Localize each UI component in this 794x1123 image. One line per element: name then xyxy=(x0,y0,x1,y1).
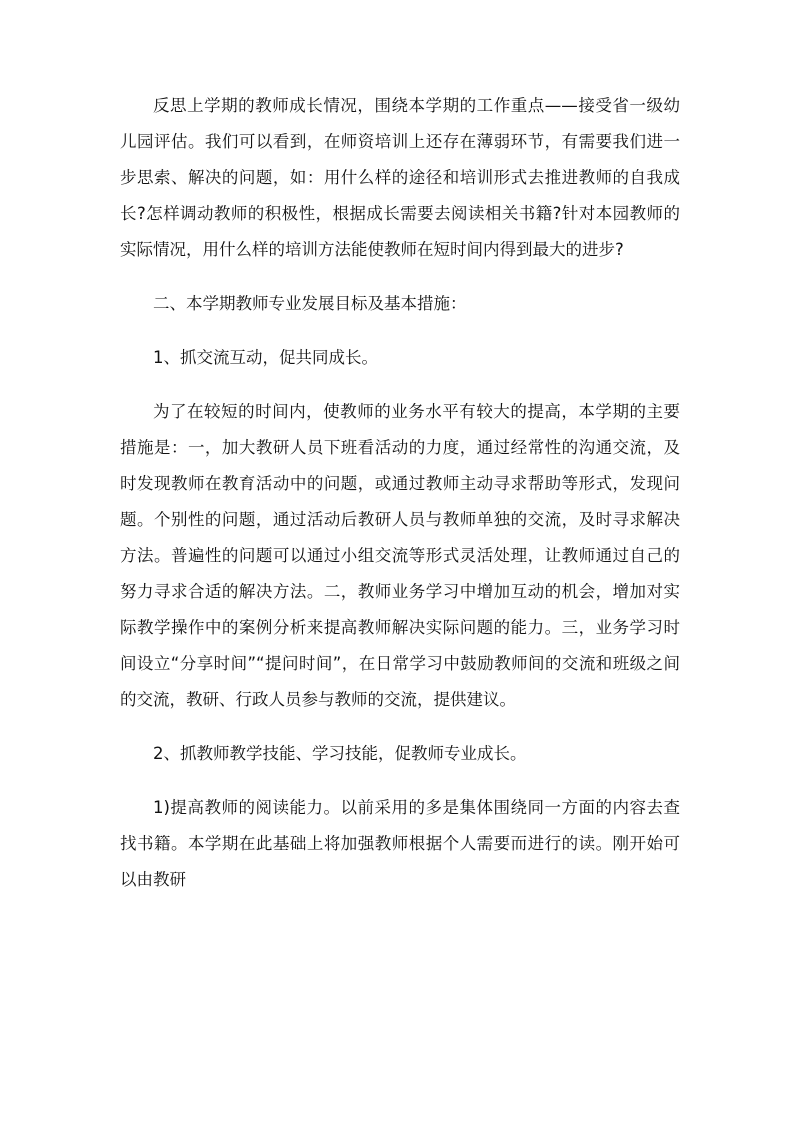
paragraph-reading-ability: 1)提高教师的阅读能力。以前采用的多是集体围绕同一方面的内容去查找书籍。本学期在此基础上将加强教师根据个人需要而进行的读。刚开始可以由教研 xyxy=(120,798,680,889)
document-body xyxy=(120,88,680,916)
subheading-communication: 1、抓交流互动，促共同成长。 xyxy=(153,348,378,367)
subheading-teaching-skills: 2、抓教师教学技能、学习技能，促教师专业成长。 xyxy=(153,744,527,763)
section-heading-goals: 二、本学期教师专业发展目标及基本措施： xyxy=(153,294,467,313)
paragraph-reflection: 反思上学期的教师成长情况，围绕本学期的工作重点——接受省一级幼儿园评估。我们可以看到，在师资培训上还存在薄弱环节，有需要我们进一步思索、解决的问题，如：用什么样的途径和培训形式去推进教师的自我成长?怎样调动教师的积极性，根据成长需要去阅读相关书籍?针对本园教师的实际情况，用什么样的培训方法能使教师在短时间内得到最大的进步? xyxy=(120,96,680,259)
paragraph-measures: 为了在较短的时间内，使教师的业务水平有较大的提高，本学期的主要措施是：一，加大教研人员下班看活动的力度，通过经常性的沟通交流，及时发现教师在教育活动中的问题，或通过教师主动寻求帮助等形式，发现问题。个别性的问题，通过活动后教研人员与教师单独的交流，及时寻求解决方法。普遍性的问题可以通过小组交流等形式灵活处理，让教师通过自己的努力寻求合适的解决方法。二，教师业务学习中增加互动的机会，增加对实际教学操作中的案例分析来提高教师解决实际问题的能力。三，业务学习时间设立“分享时间”“提问时间”，在日常学习中鼓励教师间的交流和班级之间的交流，教研、行政人员参与教师的交流，提供建议。 xyxy=(120,402,680,709)
